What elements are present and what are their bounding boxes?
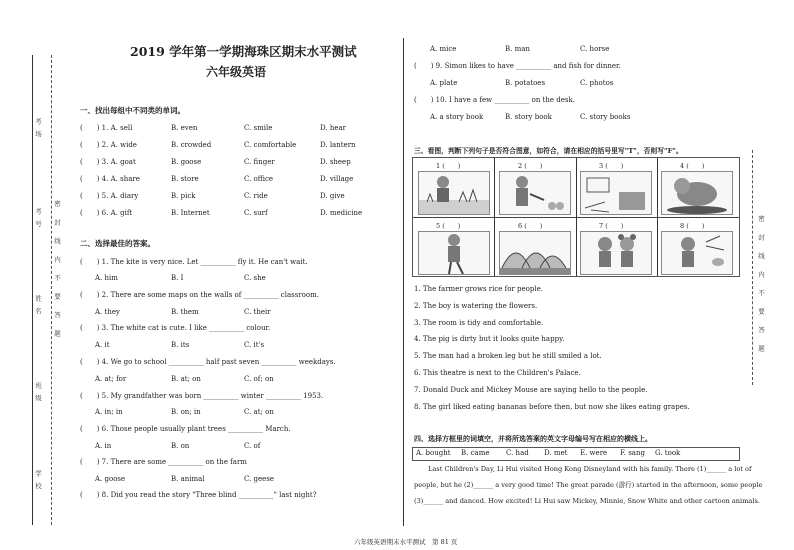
question-text: ( ) 3. The white cat is cute. I like __________ colour. xyxy=(80,324,271,332)
picture-label: 5 ( ) xyxy=(436,222,461,230)
list-item: 6. This theatre is next to the Children's Palace. xyxy=(414,369,581,377)
binding-line-left-inner xyxy=(51,55,52,525)
question-text: ( ) 1. The kite is very nice. Let __________ fly it. He can't wait. xyxy=(80,258,308,266)
question-text: ( ) 2. There are some maps on the walls of __________ classroom. xyxy=(80,291,319,299)
illustration-farmer xyxy=(418,171,490,215)
illustration-room xyxy=(580,171,652,215)
question-text: ( ) 6. Those people usually plant trees __________ March. xyxy=(80,425,291,433)
option-d: D. sheep xyxy=(320,158,351,166)
picture-label: 8 ( ) xyxy=(680,222,705,230)
option-b: B. goose xyxy=(171,158,202,166)
list-item: ( ) 2. A. wide xyxy=(80,141,137,149)
option-b: B. them xyxy=(171,308,199,316)
column-divider xyxy=(403,38,404,526)
option-a: A. plate xyxy=(430,79,458,87)
picture-label: 4 ( ) xyxy=(680,162,705,170)
question-text: ( ) 9. Simon likes to have __________ and fish for dinner. xyxy=(414,62,621,70)
binding-no-answer-left: 密 封 线 内 不 要 答 题 xyxy=(53,200,61,342)
illustration-theatre xyxy=(499,231,571,275)
option-a: A. in; in xyxy=(95,408,123,416)
option-a: A. a story book xyxy=(430,113,484,121)
picture-label: 3 ( ) xyxy=(599,162,624,170)
passage-line: people, but he (2)______ a very good time! The great parade (游行) started in the afternoon, some people xyxy=(414,481,763,489)
list-item: 5. The man had a broken leg but he still smiled a lot. xyxy=(414,352,602,360)
option-b: B. at; on xyxy=(171,375,201,383)
passage-line: Last Children's Day, Li Hui visited Hong Kong Disneyland with his family. There (1)______ a lot of xyxy=(428,465,752,473)
option-b: B. on xyxy=(171,442,190,450)
question-text: ( ) 8. Did you read the story "Three blind __________" last night? xyxy=(80,491,317,499)
option-b: B. man xyxy=(505,45,530,53)
option-c: C. she xyxy=(244,274,266,282)
option-c: C. smile xyxy=(244,124,273,132)
illustration-boy-watering xyxy=(499,171,571,215)
illustration-man xyxy=(418,231,490,275)
picture-label: 1 ( ) xyxy=(436,162,461,170)
option-c: C. comfortable xyxy=(244,141,297,149)
option-b: B. on; in xyxy=(171,408,201,416)
part1-heading: 一、找出每组中不同类的单词。 xyxy=(80,106,185,115)
question-text: ( ) 4. We go to school __________ half past seven __________ weekdays. xyxy=(80,358,336,366)
option-c: C. ride xyxy=(244,192,268,200)
option-c: C. geese xyxy=(244,475,275,483)
option-b: B. potatoes xyxy=(505,79,546,87)
list-item: ( ) 6. A. gift xyxy=(80,209,133,217)
picture-label: 6 ( ) xyxy=(518,222,543,230)
option-d: D. hear xyxy=(320,124,346,132)
list-item: ( ) 5. A. diary xyxy=(80,192,139,200)
question-text: ( ) 7. There are some __________ on the farm xyxy=(80,458,247,466)
option-c: C. office xyxy=(244,175,274,183)
question-text: ( ) 10. I have a few __________ on the desk. xyxy=(414,96,575,104)
illustration-duck-mouse xyxy=(580,231,652,275)
list-item: 3. The room is tidy and comfortable. xyxy=(414,319,544,327)
binding-name: 姓名 xyxy=(34,295,42,320)
option-a: A. him xyxy=(95,274,118,282)
picture-label: 7 ( ) xyxy=(599,222,624,230)
option-b: B. its xyxy=(171,341,190,349)
option-b: B. pick xyxy=(171,192,196,200)
question-text: ( ) 5. My grandfather was born __________ winter __________ 1953. xyxy=(80,392,324,400)
list-item: 7. Donald Duck and Mickey Mouse are saying hello to the people. xyxy=(414,386,648,394)
option-b: B. crowded xyxy=(171,141,212,149)
binding-school: 学校 xyxy=(34,470,42,495)
part4-heading: 四、选择方框里的词填空，并将所选答案的英文字母编号写在相应的横线上。 xyxy=(414,434,652,443)
option-d: D. give xyxy=(320,192,345,200)
page-subtitle: 六年级英语 xyxy=(206,65,267,79)
option-c: C. it's xyxy=(244,341,265,349)
word-option: A. bought xyxy=(416,449,451,457)
binding-line-right xyxy=(752,150,753,385)
option-b: B. I xyxy=(171,274,184,282)
option-c: C. finger xyxy=(244,158,275,166)
binding-class: 班级 xyxy=(34,382,42,407)
part2-heading: 二、选择最佳的答案。 xyxy=(80,239,155,248)
option-b: B. story book xyxy=(505,113,552,121)
page-footer: 六年级英语期末水平测试 第 81 页 xyxy=(354,538,458,546)
option-d: D. lantern xyxy=(320,141,356,149)
option-a: A. at; for xyxy=(95,375,127,383)
option-b: B. store xyxy=(171,175,199,183)
option-b: B. even xyxy=(171,124,198,132)
option-c: C. photos xyxy=(580,79,614,87)
binding-line-left-outer xyxy=(32,55,33,525)
option-a: A. they xyxy=(95,308,120,316)
list-item: ( ) 1. A. sell xyxy=(80,124,133,132)
word-option: E. were xyxy=(580,449,608,457)
part3-heading: 三、看图，判断下列句子是否符合图意，如符合，请在相应的括号里写"T"，否则写"F"。 xyxy=(414,147,683,155)
option-a: A. in xyxy=(95,442,112,450)
word-option: G. took xyxy=(655,449,681,457)
binding-exam-no: 考号 xyxy=(34,208,42,233)
option-a: A. mice xyxy=(430,45,457,53)
picture-label: 2 ( ) xyxy=(518,162,543,170)
word-option: B. came xyxy=(461,449,490,457)
option-a: A. goose xyxy=(95,475,126,483)
option-c: C. of; on xyxy=(244,375,274,383)
option-c: C. at; on xyxy=(244,408,274,416)
binding-exam-room: 考场 xyxy=(34,118,42,143)
option-c: C. of xyxy=(244,442,261,450)
option-c: C. story books xyxy=(580,113,631,121)
list-item: 1. The farmer grows rice for people. xyxy=(414,285,543,293)
option-a: A. it xyxy=(95,341,110,349)
option-c: C. horse xyxy=(580,45,610,53)
passage-line: (3)______ and danced. How excited! Li Hui saw Mickey, Minnie, Snow White and other cartoon animals. xyxy=(414,497,760,505)
list-item: 2. The boy is watering the flowers. xyxy=(414,302,538,310)
list-item: ( ) 3. A. goat xyxy=(80,158,136,166)
option-d: D. medicine xyxy=(320,209,363,217)
option-b: B. animal xyxy=(171,475,205,483)
illustration-pig xyxy=(661,171,733,215)
word-option: D. met xyxy=(544,449,568,457)
list-item: ( ) 4. A. share xyxy=(80,175,140,183)
page-title: 2019 学年第一学期海珠区期末水平测试 xyxy=(130,44,357,59)
option-c: C. their xyxy=(244,308,271,316)
option-b: B. Internet xyxy=(171,209,210,217)
list-item: 8. The girl liked eating bananas before then, but now she likes eating grapes. xyxy=(414,403,690,411)
option-d: D. village xyxy=(320,175,354,183)
list-item: 4. The pig is dirty but it looks quite happy. xyxy=(414,335,565,343)
word-option: C. had xyxy=(506,449,529,457)
illustration-girl xyxy=(661,231,733,275)
binding-no-answer-right: 密 封 线 内 不 要 答 题 xyxy=(757,215,765,357)
option-c: C. surf xyxy=(244,209,268,217)
word-option: F. sang xyxy=(620,449,645,457)
